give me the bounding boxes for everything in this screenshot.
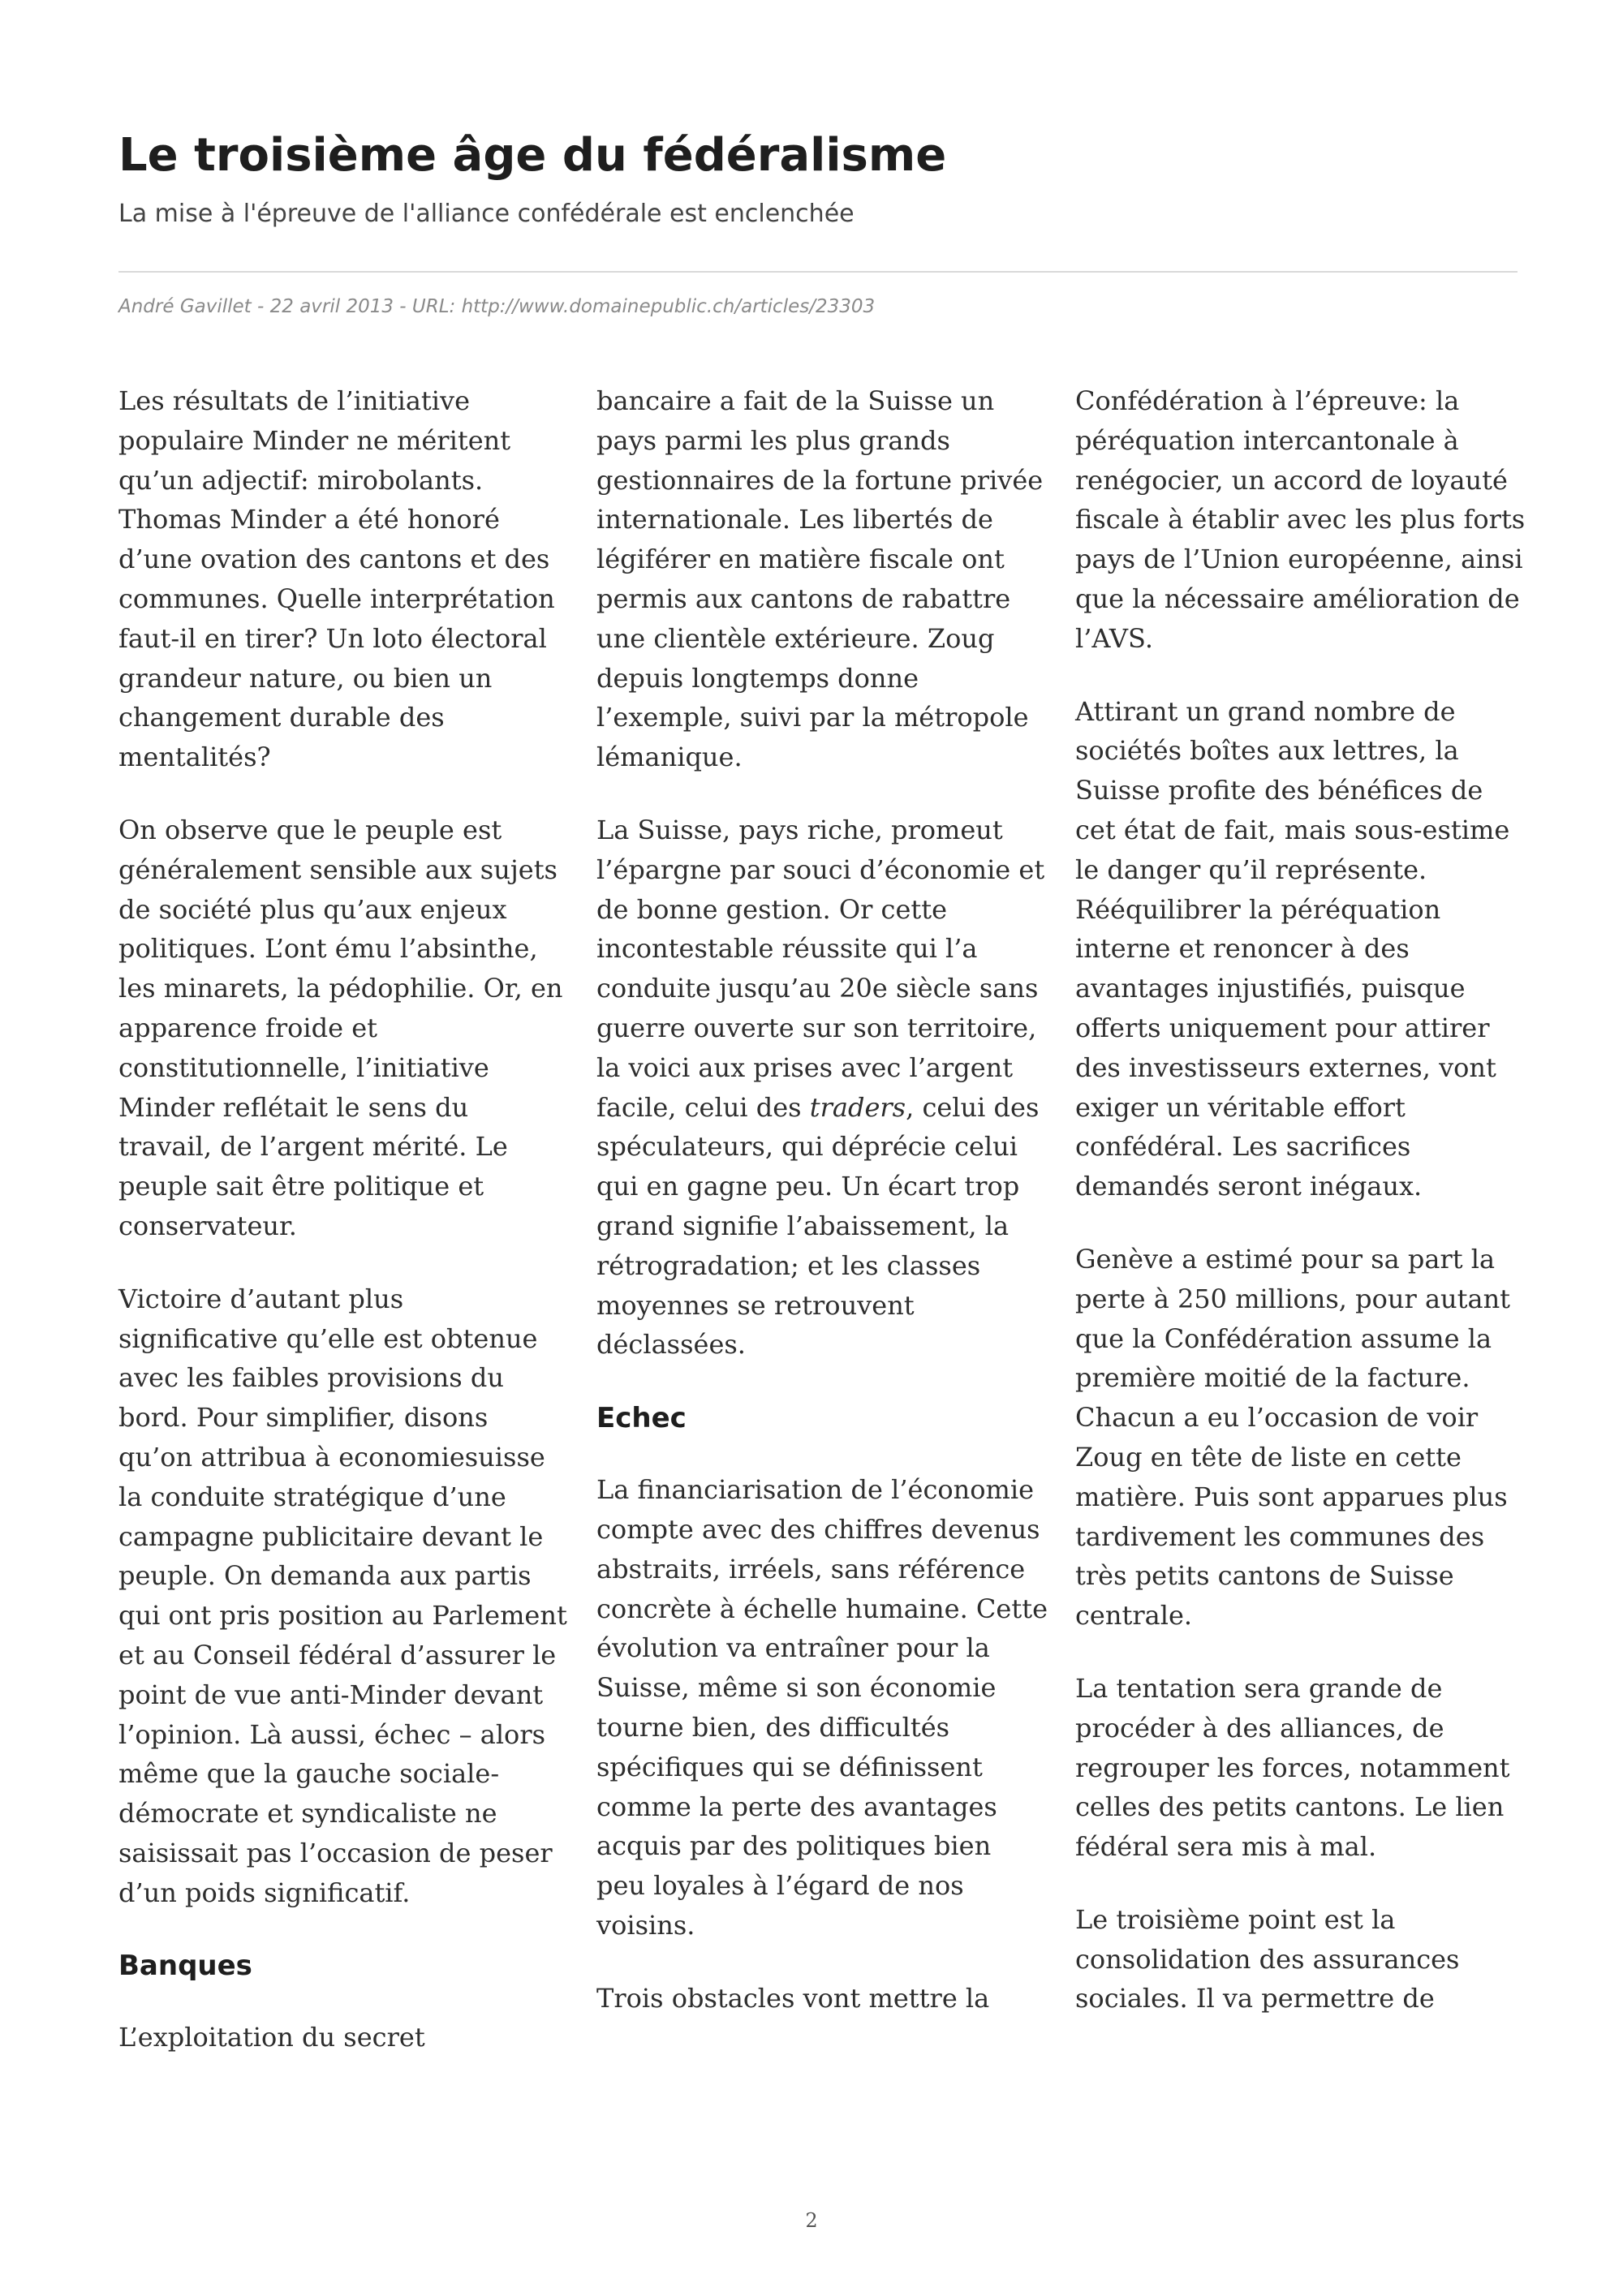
- paragraph: Les résultats de l’initiative populaire Minder ne méritent qu’un adjectif: mirobolants. Thomas Minder a été honoré d’une ovation des cantons et des communes. Quelle interprétation faut-il en tirer? Un loto électoral grandeur nature, ou bien un changement durable des mentalités?: [118, 385, 555, 773]
- text-column-1: [118, 381, 570, 2166]
- paragraph: Genève a estimé pour sa part la perte à 250 millions, pour autant que la Confédération assume la première moitié de la facture. Chacun a eu l’occasion de voir Zoug en tête de liste en cette matière. Puis sont apparues plus tardivement les communes des très petits cantons de Suisse centrale.: [1075, 1243, 1511, 1632]
- header-divider: [118, 271, 1518, 273]
- paragraph-text: La Suisse, pays riche, promeut l’épargne par souci d’économie et de bonne gestion. Or cette incontestable réussite qui l’a conduite jusqu’au 20e siècle sans guerre ouverte sur son territoire, la voici aux prises avec l’argent facile, celui des: [596, 814, 1045, 1123]
- article-byline: André Gavillet - 22 avril 2013 - URL: http://www.domainepublic.ch/articles/23303: [118, 296, 876, 317]
- emphasis-traders: traders: [809, 1091, 906, 1123]
- paragraph: Victoire d’autant plus significative qu’elle est obtenue avec les faibles provisions du bord. Pour simplifier, disons qu’on attribua à economiesuisse la conduite stratégique d’une campagne publicitaire devant le peuple. On demanda aux partis qui ont pris position au Parlement et au Conseil fédéral d’assurer le point de vue anti-Minder devant l’opinion. Là aussi, échec – alors même que la gauche sociale-démocrate et syndicaliste ne saisissait pas l’occasion de peser d’un poids significatif.: [118, 1283, 567, 1908]
- paragraph: Confédération à l’épreuve: la péréquation intercantonale à renégocier, un accord de loyauté fiscale à établir avec les plus forts pays de l’Union européenne, ainsi que la nécessaire amélioration de l’AVS.: [1075, 385, 1526, 654]
- paragraph: La financiarisation de l’économie compte avec des chiffres devenus abstraits, irréels, sans référence concrète à échelle humaine. Cette évolution va entraîner pour la Suisse, même si son économie tourne bien, des difficultés spécifiques qui se définissent comme la perte des avantages acquis par des politiques bien peu loyales à l’égard de nos voisins.: [596, 1474, 1048, 1941]
- paragraph: Attirant un grand nombre de sociétés boîtes aux lettres, la Suisse profite des bénéfices de cet état de fait, mais sous-estime le danger qu’il représente. Rééquilibrer la péréquation interne et renoncer à des avantages injustifiés, puisque offerts uniquement pour attirer des investisseurs externes, vont exiger un véritable effort confédéral. Les sacrifices demandés seront inégaux.: [1075, 695, 1510, 1202]
- article-title: Le troisième âge du fédéralisme: [118, 129, 947, 182]
- page-number: 2: [805, 2209, 818, 2232]
- section-heading-echec: Echec: [596, 1402, 687, 1435]
- text-column-3: [1075, 381, 1526, 2166]
- paragraph: Le troisième point est la consolidation des assurances sociales. Il va permettre de: [1075, 1903, 1460, 2014]
- paragraph: bancaire a fait de la Suisse un pays parmi les plus grands gestionnaires de la fortune privée internationale. Les libertés de légiférer en matière fiscale ont permis aux cantons de rabattre une clientèle extérieure. Zoug depuis longtemps donne l’exemple, suivi par la métropole lémanique.: [596, 385, 1044, 773]
- article-subtitle: La mise à l'épreuve de l'alliance confédérale est enclenchée: [118, 200, 855, 228]
- section-heading-banques: Banques: [118, 1950, 252, 1983]
- text-column-2: [596, 381, 1048, 2166]
- paragraph: Trois obstacles vont mettre la: [596, 1982, 990, 2014]
- paragraph: La tentation sera grande de procéder à des alliances, de regrouper les forces, notamment celles des petits cantons. Le lien fédéral sera mis à mal.: [1075, 1672, 1510, 1863]
- paragraph: [596, 810, 1048, 1365]
- paragraph-text: , celui des spéculateurs, qui déprécie celui qui en gagne peu. Un écart trop grand signifie l’abaissement, la rétrogradation; et les classes moyennes se retrouvent déclassées.: [596, 1091, 1040, 1361]
- paragraph: On observe que le peuple est généralement sensible aux sujets de société plus qu’aux enjeux politiques. L’ont ému l’absinthe, les minarets, la pédophilie. Or, en apparence froide et constitutionnelle, l’initiative Minder reflétait le sens du travail, de l’argent mérité. Le peuple sait être politique et conservateur.: [118, 814, 563, 1241]
- paragraph: L’exploitation du secret: [118, 2022, 425, 2053]
